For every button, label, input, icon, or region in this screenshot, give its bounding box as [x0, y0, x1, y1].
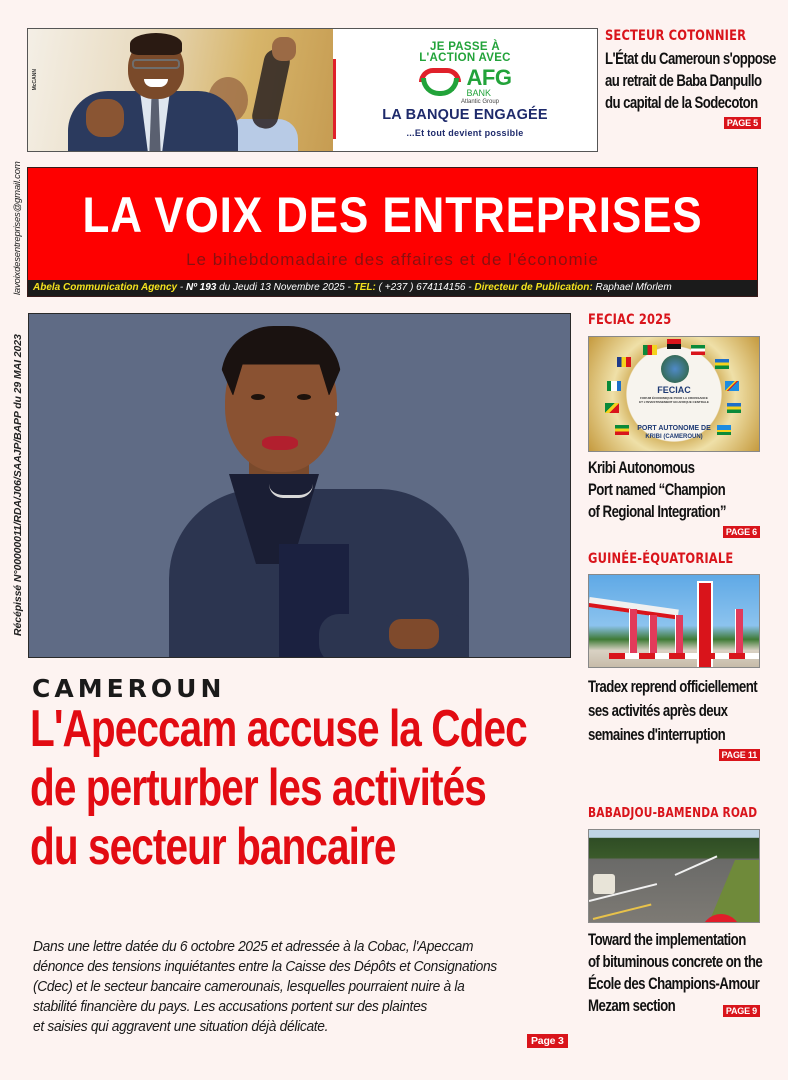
teaser-kicker: GUINÉE-ÉQUATORIALE: [588, 551, 734, 567]
teaser-headline-line: of Regional Integration”: [588, 502, 726, 521]
afg-brand: AFG: [466, 65, 512, 90]
director-label: Directeur de Publication:: [474, 282, 593, 293]
tel-label: TEL:: [353, 282, 376, 293]
teaser-headline-line: du capital de la Sodecoton: [605, 94, 758, 112]
teaser-guinee-equatoriale[interactable]: [588, 551, 760, 763]
issue-date: du Jeudi 13 Novembre 2025: [216, 282, 348, 293]
tel-number: ( +237 ) 674114156: [375, 282, 469, 293]
page-tag[interactable]: PAGE 6: [723, 526, 760, 538]
teaser-babadjou-bamenda-road[interactable]: [588, 806, 763, 1017]
ad-text-block: [333, 29, 597, 151]
agency-name: Abela Communication Agency: [33, 282, 178, 293]
teaser-headline-line: Kribi Autonomous: [588, 458, 695, 477]
teaser-headline-line: L'État du Cameroun s'oppose: [605, 50, 776, 68]
page-tag[interactable]: PAGE 11: [719, 749, 760, 761]
teaser-secteur-cotonnier[interactable]: [605, 28, 776, 131]
ad-footer: ...Et tout devient possible: [406, 128, 524, 138]
teaser-headline-line: Port named “Champion: [588, 480, 726, 499]
side-receipt-number: Récépissé N°00000011/RDA/J06/SAAJP/BAPP du 29 MAI 2023: [12, 334, 24, 636]
side-email: lavoixdesentreprises@gmail.com: [12, 161, 23, 295]
page-tag[interactable]: PAGE 9: [723, 1005, 760, 1017]
afg-bank-ad-banner[interactable]: [27, 28, 598, 152]
teaser-headline-line: ses activités après deux: [588, 701, 728, 720]
newspaper-subtitle: Le bihebdomadaire des affaires et de l'économie: [186, 250, 599, 269]
newspaper-title: LA VOIX DES ENTREPRISES: [82, 187, 703, 243]
feciac-logo-icon: [661, 355, 689, 383]
ad-credit: McCANN: [32, 69, 38, 91]
main-story-headline[interactable]: [30, 700, 527, 877]
teaser-headline-line: semaines d'interruption: [588, 725, 726, 744]
ad-divider: [333, 59, 336, 139]
teaser-headline-line: Toward the implementation: [588, 930, 746, 949]
headline-line: L'Apeccam accuse la Cdec: [30, 700, 527, 758]
afg-logo: [419, 67, 512, 98]
headline-line: du secteur bancaire: [30, 818, 396, 876]
issue-number: Nº 193: [186, 282, 217, 293]
masthead: [27, 167, 758, 297]
road-photo: [588, 829, 760, 923]
teaser-headline-line: au retrait de Baba Danpullo: [605, 72, 762, 90]
teaser-headline-line: of bituminous concrete on the: [588, 952, 763, 971]
masthead-info-bar: Abela Communication Agency - Nº 193 du Jeudi 13 Novembre 2025 - TEL: ( +237 ) 674114156 - Directeur de Publication: Raphael Mforlem: [28, 280, 757, 296]
main-story-summary: Dans une lettre datée du 6 octobre 2025 et adressée à la Cobac, l'Apeccam dénonce des tensions inquiétantes entre la Caisse des Dépôts et Consignations (Cdec) et le secteur bancaire camerounais, lesquelles pourraient nuire à la stabilité financière du pays. Les accusations portent sur des plaintes et saisies qui aggravent une situation déjà délicate.: [33, 938, 497, 1035]
page-tag[interactable]: PAGE 5: [724, 117, 761, 129]
director-name: Raphael Mforlem: [592, 282, 672, 293]
main-story-photo[interactable]: [28, 313, 571, 658]
ad-group-name: Atlantic Group: [460, 99, 500, 105]
feciac-award-photo: FECIAC FORUM ÉCONOMIQUE POUR LA CROISSANCE ET L'INVESTISSEMENT EN AFRIQUE CENTRALE PORT AUTONOME DE KRIBI (CAMEROUN): [588, 336, 760, 452]
teaser-kicker: SECTEUR COTONNIER: [605, 28, 747, 44]
ad-tagline: LA BANQUE ENGAGÉE: [382, 107, 548, 123]
tradex-station-photo: [588, 574, 760, 668]
teaser-kicker: FECIAC 2025: [588, 312, 672, 328]
ad-slogan: JE PASSE À L'ACTION AVEC: [419, 41, 511, 64]
afg-swoosh-icon: [419, 68, 463, 98]
headline-line: de perturber les activités: [30, 759, 486, 817]
main-story-page-tag[interactable]: Page 3: [527, 1034, 568, 1048]
teaser-headline-line: Tradex reprend officiellement: [588, 677, 758, 696]
afg-brand-sub: BANK: [466, 88, 492, 98]
ad-photo-celebrating-men: [28, 29, 333, 151]
teaser-headline-line: École des Champions-Amour: [588, 974, 760, 993]
teaser-kicker: BABADJOU-BAMENDA ROAD: [588, 806, 758, 821]
teaser-feciac[interactable]: [588, 312, 760, 540]
main-story-kicker: CAMEROUN: [32, 674, 226, 703]
teaser-headline-line: Mezam section: [588, 996, 676, 1015]
